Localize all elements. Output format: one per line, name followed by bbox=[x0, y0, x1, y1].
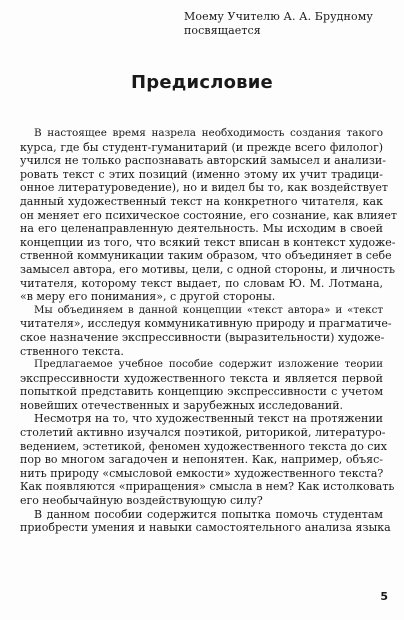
text-line: новейших отечественных и зарубежных исследований. bbox=[20, 398, 344, 412]
text-line: Мы объединяем в данной концепции «текст автора» и «текст bbox=[34, 303, 383, 316]
text-line: онное литературоведение), но и видел бы то, как воздействует bbox=[20, 181, 388, 195]
text-line: его необычайную воздействующую силу? bbox=[20, 494, 263, 508]
page-number: 5 bbox=[380, 590, 388, 603]
text-line: ственной коммуникации таким образом, что объединяет в себе bbox=[20, 249, 392, 263]
text-line: В настоящее время назрела необходимость создания такого bbox=[34, 127, 383, 139]
text-line: ведением, эстетикой, феномен художественного текста до сих bbox=[20, 439, 388, 453]
text-line: Предлагаемое учебное пособие содержит изложение теории bbox=[34, 358, 383, 371]
text-line: пор во многом загадочен и непонятен. Как, например, объяс- bbox=[20, 453, 383, 467]
text-line: читателя», исследуя коммуникативную природу и прагматиче- bbox=[20, 317, 392, 331]
paragraph bbox=[20, 507, 391, 535]
text-line: на его целенаправленную деятельность. Мы исходим в своей bbox=[20, 222, 383, 236]
text-line: читателя, которому текст выдает, по словам Ю. М. Лотмана, bbox=[20, 276, 383, 290]
text-line: «в меру его понимания», с другой стороны. bbox=[20, 290, 276, 304]
text-line: ственного текста. bbox=[20, 344, 124, 358]
text-line: он меняет его психическое состояние, его сознание, как влияет bbox=[20, 208, 397, 222]
text-line: Несмотря на то, что художественный текст на протяжении bbox=[34, 412, 383, 426]
text-line: ское назначение экспрессивности (выразительности) художе- bbox=[20, 330, 385, 344]
text-line: В данном пособии содержится попытка помочь студентам bbox=[34, 507, 383, 521]
text-line: нить природу «смысловой емкости» художественного текста? bbox=[20, 466, 384, 480]
paragraph bbox=[20, 127, 397, 304]
text-line: Как появляются «приращения» смысла в нем? Как истолковать bbox=[20, 480, 395, 494]
text-line: курса, где бы студент-гуманитарий (и прежде всего филолог) bbox=[20, 140, 383, 154]
text-line: ровать текст с этих позиций (именно этому их учит традици- bbox=[20, 167, 383, 181]
paragraph bbox=[20, 358, 383, 412]
text-line: экспрессивности художественного текста и является первой bbox=[20, 371, 383, 385]
text-line: данный художественный текст на конкретного читателя, как bbox=[20, 194, 383, 208]
text-line: учился не только распознавать авторский замысел и анализи- bbox=[20, 154, 386, 168]
paragraph bbox=[20, 412, 395, 508]
text-line: замысел автора, его мотивы, цели, с одной стороны, и личность bbox=[20, 262, 395, 276]
dedication bbox=[184, 10, 384, 38]
dedication-line: Моему Учителю А. А. Брудному bbox=[184, 10, 373, 23]
dedication-line: посвящается bbox=[184, 24, 261, 37]
text-line: попыткой представить концепцию экспрессивности с учетом bbox=[20, 385, 383, 399]
text-line: приобрести умения и навыки самостоятельного анализа языка bbox=[20, 521, 391, 535]
preface-body bbox=[20, 127, 397, 535]
text-line: концепции из того, что всякий текст вписан в контекст художе- bbox=[20, 235, 396, 249]
paragraph bbox=[20, 303, 392, 358]
text-line: столетий активно изучался поэтикой, риторикой, литературо- bbox=[20, 426, 386, 440]
page-title: Предисловие bbox=[131, 72, 273, 93]
